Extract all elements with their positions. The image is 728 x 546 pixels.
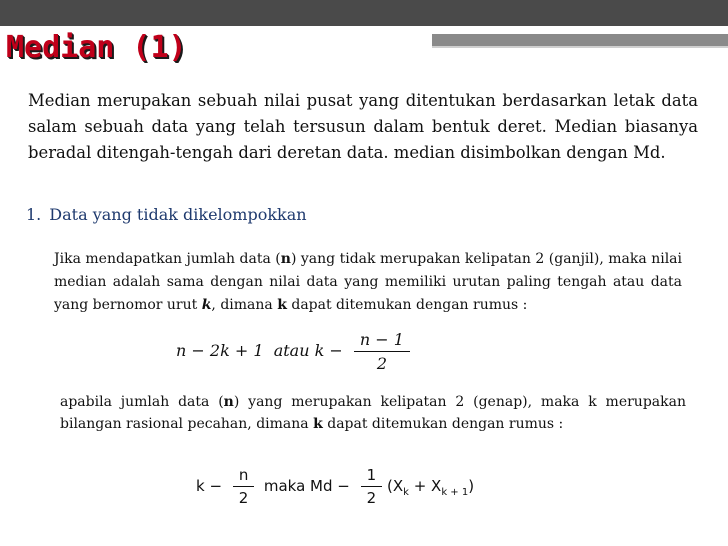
text-span: , dimana [211,297,278,313]
fraction [354,330,410,373]
subscript: k + 1 [441,487,469,498]
formula-odd [176,330,410,373]
odd-case-paragraph [54,248,682,317]
k-symbol: k [313,415,323,432]
list-heading [26,204,307,226]
slide-title: Median (1) [6,30,187,65]
header-accent-bar [432,34,728,46]
text-span: dapat ditemukan dengan rumus : [322,415,564,432]
intro-paragraph: Median merupakan sebuah nilai pusat yang ditentukan berdasarkan letak data salam sebuah data yang telah tersusun dalam bentuk deret. Median biasanya beradal ditengah-tengah dari deretan data. median disimbolkan dengan Md. [28,91,698,162]
formula-close: ) [468,477,475,495]
text-span: ) yang tidak merupakan kelipatan 2 (ganjil), maka nilai median adalah sama dengan nilai data yang memiliki urutan paling tengah atau data yang bernomor urut [54,251,682,313]
formula-open: (X [386,477,404,495]
even-case-paragraph [60,392,686,435]
text-span: ) yang merupakan kelipatan 2 (genap), maka k merupakan bilangan rasional pecahan, dimana [60,394,686,432]
n-symbol: n [223,394,234,410]
denominator: 2 [376,354,387,373]
k-symbol: k [201,297,212,313]
text-span: apabila jumlah data ( [60,394,224,410]
fraction [233,466,255,507]
formula-atau: atau [273,341,310,360]
formula-even [196,466,474,507]
k-symbol: k [277,297,287,313]
list-heading-text: Data yang tidak dikelompokkan [49,205,307,224]
denominator: 2 [238,489,249,507]
formula-plus: + X [408,477,442,495]
subscript: k [403,487,409,498]
formula-md: maka Md − [263,477,350,495]
formula-lhs: n − 2k + 1 [176,341,264,360]
numerator: n [233,466,255,487]
denominator: 2 [366,489,377,507]
n-symbol: n [280,251,291,267]
top-bar [0,0,728,26]
formula-k: k − [196,477,223,495]
fraction [361,466,383,507]
formula-k: k − [314,341,343,360]
numerator: 1 [361,466,383,487]
numerator: n − 1 [354,330,410,352]
list-number: 1. [26,205,42,224]
text-span: Jika mendapatkan jumlah data ( [54,251,281,267]
text-span: dapat ditemukan dengan rumus : [286,297,528,313]
